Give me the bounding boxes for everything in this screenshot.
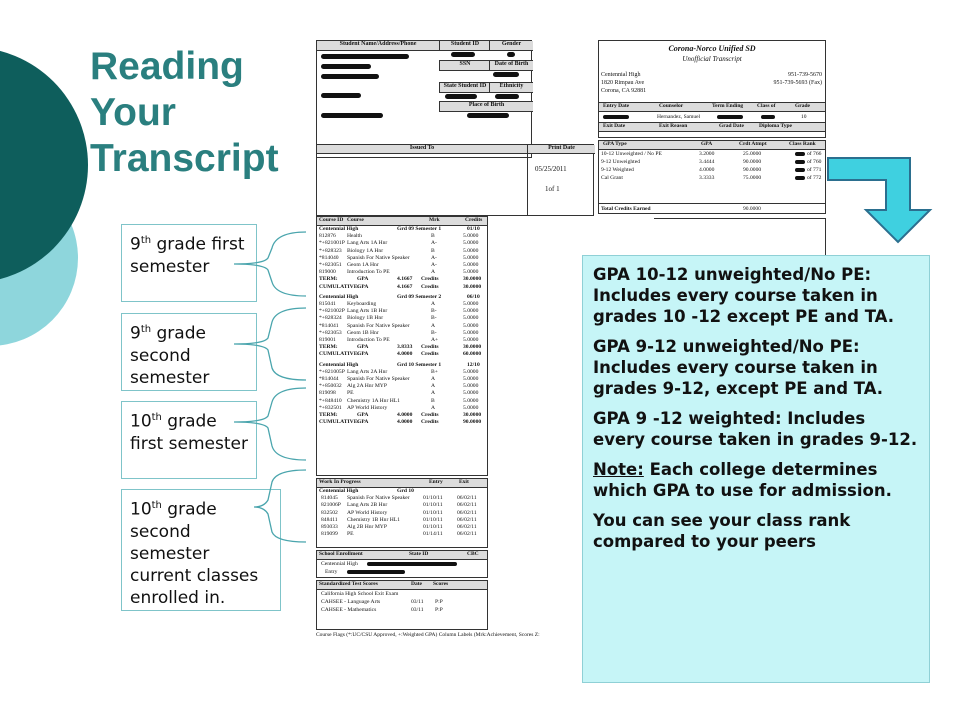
redacted-city <box>321 74 379 79</box>
label-text: grade second semester <box>130 323 210 388</box>
school-city: Corona, CA 92881 <box>601 88 647 94</box>
label-superscript: th <box>151 500 162 511</box>
ssn-header: SSN <box>439 60 490 71</box>
gpa-explanation-box <box>582 255 930 683</box>
redacted-rank <box>795 176 805 180</box>
gpa-box: GPA Type GPA Crdt Atmpt Class Rank 10-12 Unweighted / No PE 3.2000 25.0000 of 766 9-12 Unweighted 3.4444 90.0000 of 760 9-12 Weighted 4.0000 90.0000 of 771 Cal Grant 3.3333 75.0000 of 772 Total Credits Earned 90.0000 <box>598 140 826 214</box>
issued-to-box <box>316 144 594 216</box>
page-count: 1of 1 <box>545 185 560 193</box>
college-note <box>593 459 919 501</box>
redacted-ethnicity <box>495 94 519 99</box>
note-label: Note: <box>593 460 644 479</box>
school-name: Centennial High <box>601 72 641 78</box>
redacted-name <box>321 54 409 59</box>
ethnicity-header: Ethnicity <box>489 82 533 93</box>
school-street: 1820 Rimpau Ave <box>601 80 645 86</box>
redacted-entry-date <box>603 115 629 119</box>
label-superscript: th <box>140 235 152 246</box>
class-rank-note: You can see your class rank compared to your peers <box>593 511 851 551</box>
state-id-header: State Student ID <box>439 82 490 93</box>
print-date: 05/25/2011 <box>535 165 567 173</box>
school-fax: 951-739-5693 (Fax) <box>773 80 822 86</box>
label-grade-number: 10 <box>130 411 152 432</box>
redacted-state-id <box>445 94 477 99</box>
school-enrollment-table: School Enrollment State ID CBC Centennial High Entry <box>316 550 488 578</box>
title-line-1: Reading <box>90 45 244 88</box>
label-superscript: th <box>140 324 152 335</box>
redacted-rank <box>795 152 805 156</box>
issued-to-header: Issued To <box>317 145 527 154</box>
gpa-9-12-unweighted-note: GPA 9-12 unweighted/No PE: Includes every course taken in grades 9-12, except PE and TA. <box>593 337 884 398</box>
gender-header: Gender <box>489 41 533 51</box>
work-in-progress-table: Work In Progress Entry Exit Centennial High Grd 10 814045 Spanish For Native Speaker 01/10/11 06/02/11 821006P Lang Arts 2B Hnr 01/10/11 06/02/11 832502 AP World History 01/10/11 06/02/11 848411 Chemistry 1B Hnr HL1 01/10/11 06/02/11 893033 Alg 2B Hnr MYP 01/10/11 06/02/11 819099 PE 01/14/11 06/02/11 <box>316 478 488 548</box>
brace-sem1 <box>234 232 306 296</box>
gpa-9-12-weighted-note: GPA 9 -12 weighted: Includes every course taken in grades 9-12. <box>593 409 918 449</box>
student-name-header: Student Name/Address/Phone <box>317 41 439 51</box>
redacted-state-id-2 <box>367 562 457 566</box>
note-text: Each college determines which GPA to use for admission. <box>593 460 892 500</box>
counselor-name: Hernandez, Samuel <box>657 114 701 120</box>
down-arrow-icon <box>826 150 950 250</box>
label-grade-number: 9 <box>130 234 141 255</box>
title-line-2: Your <box>90 91 176 134</box>
label-text: grade second semester current classes enrolled in. <box>130 499 259 608</box>
print-date-header: Print Date <box>527 145 595 154</box>
brace-wip <box>254 470 306 542</box>
entry-exit-box <box>598 102 826 138</box>
slide-title <box>90 44 279 182</box>
redacted-phone <box>321 93 361 98</box>
school-address <box>601 71 646 95</box>
entry-header-row: Entry Date Counselor Term Ending Class of Grade <box>599 103 825 112</box>
label-superscript: th <box>151 412 162 423</box>
wip-header-row: Work In Progress Entry Exit <box>317 479 487 488</box>
school-phone: 951-739-5670 <box>788 72 822 78</box>
exit-header-row: Exit Date Exit Reason Grad Date Diploma Type <box>599 122 825 132</box>
student-id-header: Student ID <box>439 41 490 51</box>
dob-header: Date of Birth <box>489 60 533 71</box>
label-grade-number: 9 <box>130 323 141 344</box>
tests-header-row: Standardized Test Scores Date Scores <box>317 581 487 590</box>
student-info-box <box>316 40 532 158</box>
pob-header: Place of Birth <box>439 101 533 112</box>
redacted-address <box>321 64 371 69</box>
label-text: grade first semester <box>130 234 245 277</box>
enrollment-header-row: School Enrollment State ID CBC <box>317 551 487 560</box>
redacted-rank <box>795 160 805 164</box>
course-header-row: Course ID Course Mrk Credits <box>317 217 487 226</box>
redacted-entry-date-2 <box>347 570 405 574</box>
gpa-10-12-note: GPA 10-12 unweighted/No PE: Includes every course taken in grades 10 -12 except PE and TA. <box>593 265 895 326</box>
total-credits-row: Total Credits Earned 90.0000 <box>599 203 825 215</box>
redacted-rank <box>795 168 805 172</box>
brace-sem3 <box>234 388 306 460</box>
redacted-extra <box>321 113 383 118</box>
footer-legend: Course Flags (*:UC/CSU Approved, +:Weighted GPA) Column Labels (Mrk:Achievement, Scores Z: <box>316 632 540 638</box>
brace-sem2 <box>234 308 306 380</box>
redacted-dob <box>493 72 519 77</box>
redacted-gender <box>507 52 515 57</box>
redacted-term <box>717 115 743 119</box>
title-line-3: Transcript <box>90 137 279 180</box>
grade-value: 10 <box>801 114 807 120</box>
district-name: Corona-Norco Unified SD <box>668 44 756 53</box>
redacted-id <box>451 52 475 57</box>
gpa-header-row: GPA Type GPA Crdt Atmpt Class Rank <box>599 141 825 150</box>
redacted-pob <box>467 113 509 118</box>
school-phones <box>774 71 823 87</box>
standardized-tests-table: Standardized Test Scores Date Scores California High School Exit Exam CAHSEE - Language Arts 03/11 P:P CAHSEE - Mathematics 03/11 P:P <box>316 580 488 630</box>
transcript-subtitle: Unofficial Transcript <box>682 55 742 63</box>
redacted-class <box>761 115 775 119</box>
print-date-cell <box>527 153 595 216</box>
course-table: Course ID Course Mrk Credits Centennial High Grd 09 Semester 1 01/10 812876 Health B 5.0000 *+821001P Lang Arts 1A Hnr A- 5.0000 *+828323 Biology 1A Hnr B 5.0000 *814040 Spanish For Native Speaker A- 5.0000 *+823051 Geom 1A Hnr A- 5.0000 819000 Introduction To PE A 5.0000 TERM: GPA 4.1667 Credits 30.0000 CUMULATIVE: GPA 4.1667 Credits 30.0000 Centennial High Grd 09 Semester 2 06/10 815041 Keyboarding A 5.0000 *+821002P Lang Arts 1B Hnr B- 5.0000 *+828324 Biology 1B Hnr B- 5.0000 *814041 Spanish For Native Speaker A 5.0000 *+823053 Geom 1B Hnr B- 5.0000 819001 Introduction To PE A+ 5.0000 TERM: GPA 3.8333 Credits 30.0000 CUMULATIVE: GPA 4.0000 Credits 60.0000 Centennial High Grd 10 Semester 1 12/10 *+821005P Lang Arts 2A Hnr B+ 5.0000 *814044 Spanish For Native Speaker A 5.0000 *+850032 Alg 2A Hnr MYP A 5.0000 819098 PE A 5.0000 *+848410 Chemistry 1A Hnr HL1 B 5.0000 *+832501 AP World History A 5.0000 TERM: GPA 4.0000 Credits 30.0000 CUMULATIVE: GPA 4.0000 Credits 90.0000 <box>316 216 488 476</box>
label-text: grade first semester <box>130 411 248 454</box>
label-grade-number: 10 <box>130 499 152 520</box>
